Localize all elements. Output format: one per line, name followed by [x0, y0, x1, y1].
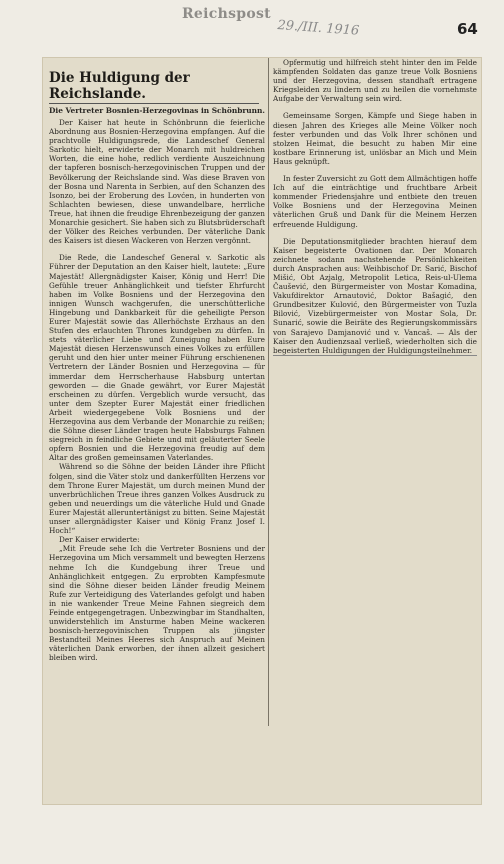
- headline-rule: [49, 103, 259, 104]
- page-header: [0, 0, 504, 40]
- page-number: 64: [457, 20, 478, 38]
- masthead: Reichspost: [182, 6, 271, 22]
- article-paragraph: Die Rede, die Landeschef General v. Sarkotic als Führer der Deputation an den Kaiser hielt, lautete: „Eure Majestät! Allergnädigster Kaiser, König und Herr! Die Gefühle treuer Anhänglichkeit und tiefster Ehrfurcht haben im Volke Bosniens und der Herzegovina den innigen Wunsch wachgerufen, die unerschütterliche Hingebung und Dankbarkeit für die geheiligte Person Eurer Majestät sowie das Allerhöchste Erzhaus an den Stufen des erlauchten Thrones kundgeben zu dürfen. In stets väterlicher Liebe und Zuneigung haben Eure Majestät diesen Herzenswunsch eines Volkes zu erfüllen geruht und den hier unter meiner Führung erschienenen Vertretern der Länder Bosnien und Herzegovina — für immerdar dem Herrscherhause Habsburg untertan geworden — die Gnade gewährt, vor Eurer Majestät erscheinen zu dürfen. Vergeblich wurde versucht, das unter dem Szepter Eurer Majestät einer friedlichen Arbeit wiedergegebene Volk Bosniens und der Herzegovina aus dem Verbande der Monarchie zu reißen; die Söhne dieser Länder tragen heute Habsburgs Fahnen siegreich in feindliche Gebiete und mit geläuterter Seele opfern Bosnien und die Herzegovina freudig auf dem Altar des großen gemeinsamen Vaterlandes.: [49, 253, 265, 463]
- article-paragraph: „Mit Freude sehe Ich die Vertreter Bosniens und der Herzegovina um Mich versammelt und bewegten Herzens nehme Ich die Kundgebung ihrer Treue und Anhänglichkeit entgegen. Zu erprobten Kampfesmute sind die Söhne dieser beiden Länder freudig Meinem Rufe zur Verteidigung des Vaterlandes gefolgt und haben in nie wankender Treue Meine Fahnen siegreich dem Feinde entgegengetragen. Unbezwingbar im Standhalten, unwiderstehlich im Ansturme haben Meine wackeren bosnisch-herzegovinischen Truppen als jüngster Bestandteil Meines Heeres sich Anspruch auf Meinen väterlichen Dank erworben, der ihnen allzeit gesichert bleiben wird.: [49, 544, 265, 663]
- article-paragraph: Die Deputationsmitglieder brachten hierauf dem Kaiser begeisterte Ovationen dar. Der Monarch zeichnete sodann nachstehende Persönlichkeiten durch Ansprachen aus: Weihbischof Dr. Sarić, Bischof Mišić, Obt Azjalg, Metropolit Letica, Reis-ul-Ulema Čaušević, den Bürgermeister von Mostar Komadina, Vakufdirektor Arnautović, Doktor Bašagić, den Grundbesitzer Kulović, den Bürgermeister von Tuzla Bilović, Vizebürgermeister von Mostar Sola, Dr. Sunarić, sowie die Beiräte des Regierungskommissärs von Sarajevo Damjanović und v. Vancaš. — Als der Kaiser den Audienzsaal verließ, wiederholten sich die begeisterten Huldigungen der Huldigungsteilnehmer.: [273, 236, 477, 355]
- article-subhead: Die Vertreter Bosnien-Herzegovinas in Schönbrunn.: [49, 106, 265, 115]
- article-paragraph: Während so die Söhne der beiden Länder ihre Pflicht folgen, sind die Väter stolz und dankerfüllten Herzens vor dem Throne Eurer Majestät, um durch meinen Mund der unverbrüchlichen Treue ihres ganzen Volkes Ausdruck zu geben und neuerdings um die väterliche Huld und Gnade Eurer Majestät alleruntertänigst zu bitten. Seine Majestät unser allergnädigster Kaiser und König Franz Josef I. Hoch!“: [49, 462, 265, 536]
- article-paragraph: Opfermutig und hilfreich steht hinter den im Felde kämpfenden Soldaten das ganze treue Volk Bosniens und der Herzegovina, dessen standhaft ertragene Kriegsleiden zu lindern und zu heilen die vornehmste Aufgabe der Verwaltung sein wird.: [273, 58, 477, 104]
- article-paragraph: Gemeinsame Sorgen, Kämpfe und Siege haben in diesen Jahren des Krieges alle Meine Völker noch fester verbunden und das Volk Ihrer schönen und stolzen Heimat, die besucht zu haben Mir eine kostbare Erinnerung ist, unlösbar an Mich und Mein Haus geknüpft.: [273, 111, 477, 166]
- handwritten-date: 29./III. 1916: [276, 18, 360, 39]
- article-paragraph: In fester Zuversicht zu Gott dem Allmächtigen hoffe Ich auf die einträchtige und fruchtbare Arbeit kommender Friedensjahre und entbiete den treuen Volke Bosniens und der Herzegovina Meinen väterlichen Gruß und Dank für die Meinem Herzen erfreuende Huldigung.: [273, 174, 477, 229]
- article-paragraph: Der Kaiser erwiderte:: [59, 535, 140, 545]
- article-headline: Die Huldigung der Reichslande.: [49, 70, 190, 102]
- column-divider: [268, 58, 269, 726]
- article-left-column: [49, 66, 265, 794]
- article-paragraph: Der Kaiser hat heute in Schönbrunn die feierliche Abordnung aus Bosnien-Herzegovina empfangen. Auf die prachtvolle Huldigungsrede, die Landeschef General Sarkotic hielt, erwiderte der Monarch mit huldreichen Worten, die eine hohe, redlich verdiente Auszeichnung der tapferen bosnisch-herzegovinischen Truppen und der Bevölkerung der Reichslande sind. Was diese Braven von der Bosna und Narenta in Serbien, auf den Schanzen des Isonzo, bei der Eroberung des Lovćen, in hunderten von Schlachten bewiesen, diese unwandelbare, herrliche Treue, hat ihnen die freudige Ehrenbezeigung der ganzen Monarchie gesichert. Sie haben sich zu Blutsbrüderschaft der Völker des Reiches verbunden. Der väterliche Dank des Kaisers ist diesen Wackeren von Herzen vergönnt.: [49, 118, 265, 246]
- article-right-column: [273, 58, 477, 794]
- newspaper-clipping: [43, 58, 481, 804]
